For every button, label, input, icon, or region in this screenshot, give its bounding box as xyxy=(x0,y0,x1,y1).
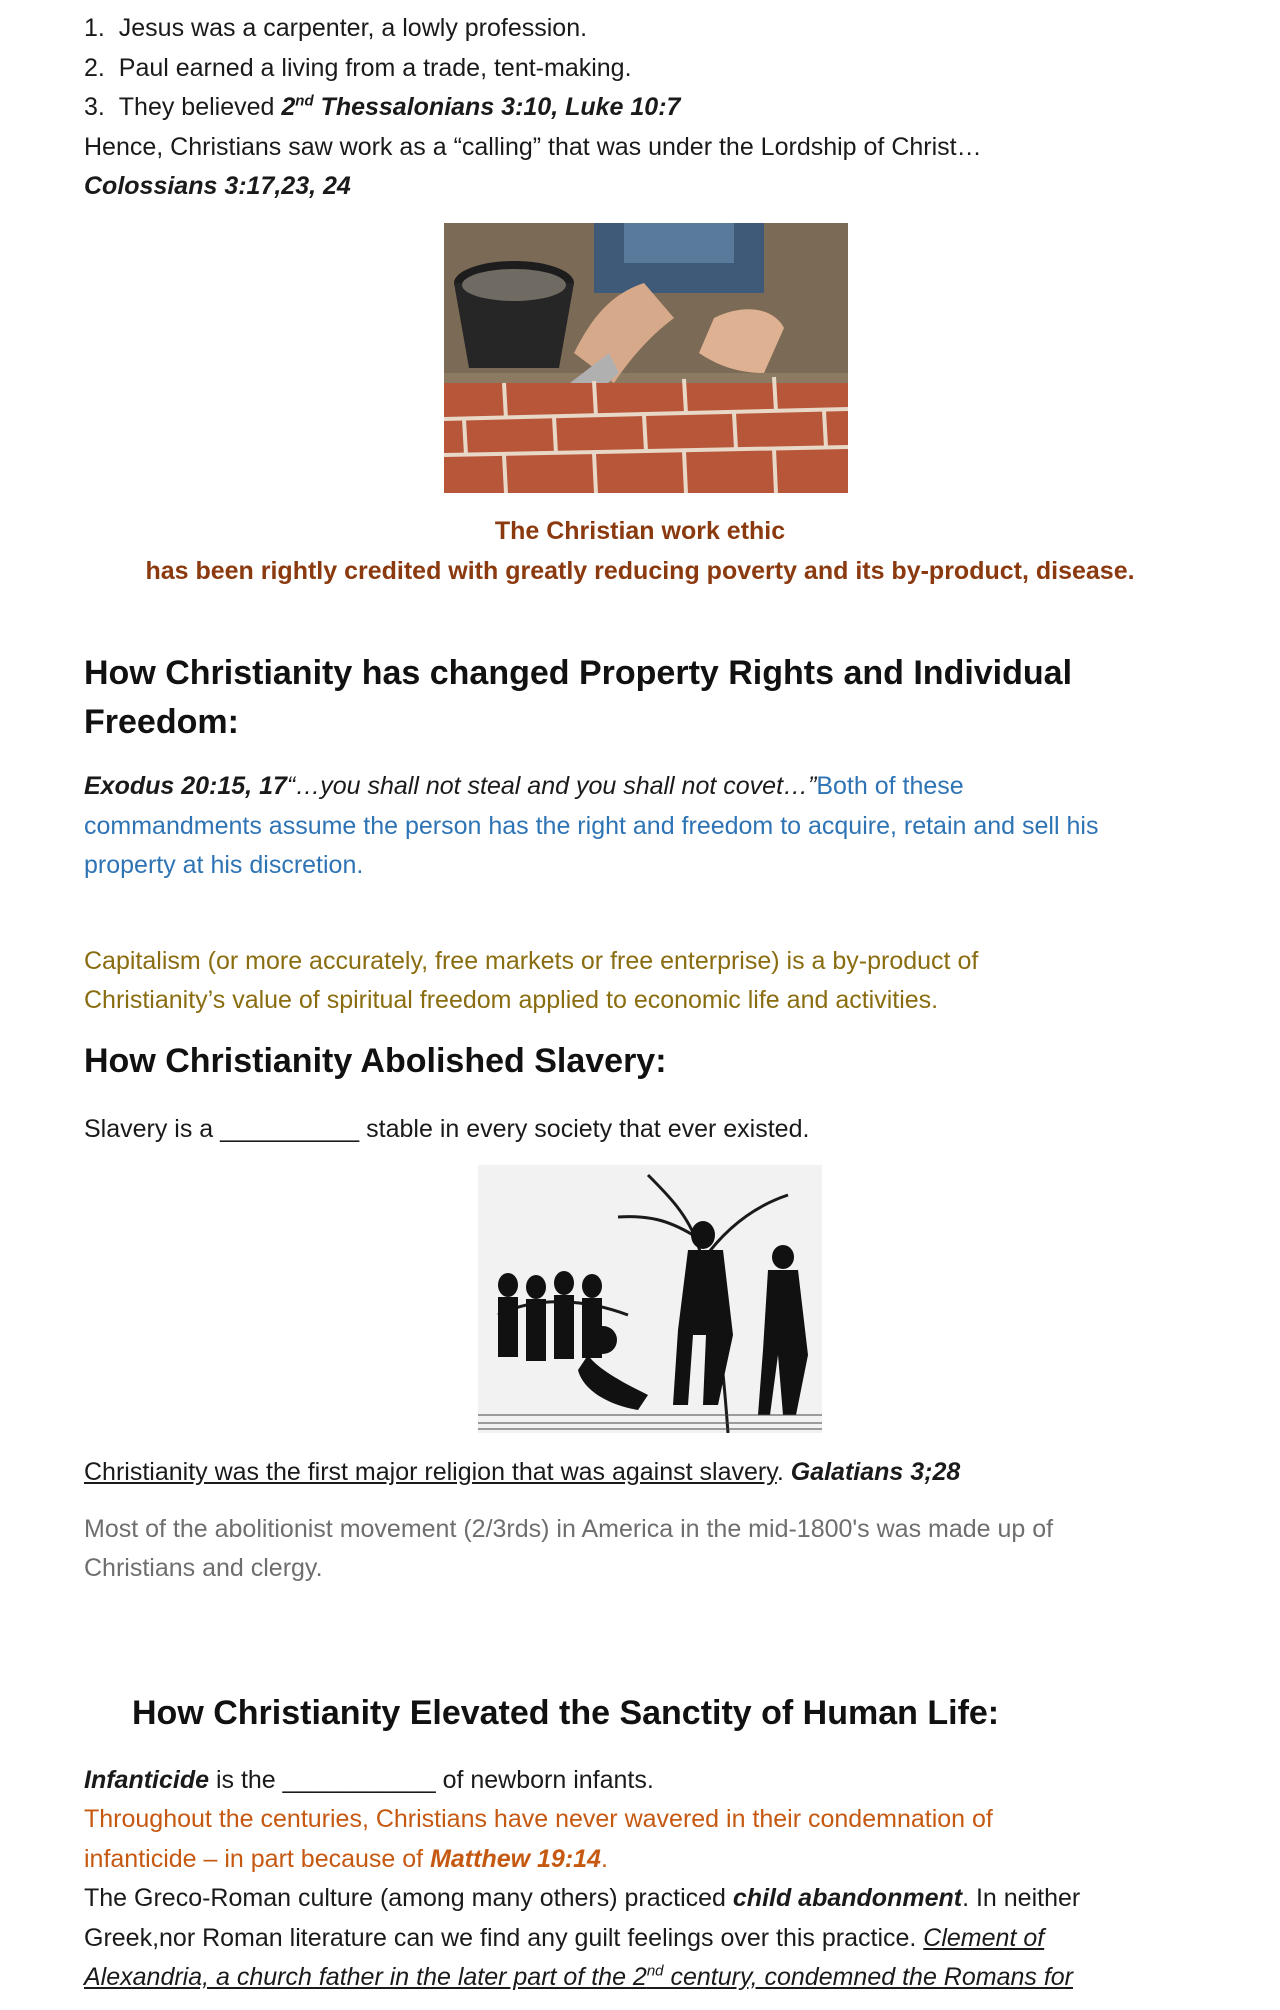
exodus-paragraph: Exodus 20:15, 17“…you shall not steal and you shall not covet…”Both of these xyxy=(84,772,964,800)
greco-roman-line2: Greek,nor Roman literature can we find any guilt feelings over this practice. Clement of xyxy=(84,1924,1045,1952)
bricklaying-photo xyxy=(444,223,848,493)
discretion-text: property at his discretion. xyxy=(84,851,364,879)
work-ethic-subcaption: has been rightly credited with greatly reducing poverty and its by-product, disease. xyxy=(145,557,1135,585)
slavery-woodcut-illustration xyxy=(478,1165,822,1433)
property-heading-line1: How Christianity has changed Property Rights and Individual xyxy=(84,654,1073,692)
list-item-1: 1. Jesus was a carpenter, a lowly profession. xyxy=(84,14,588,42)
calling-text: Hence, Christians saw work as a “calling” that was under the Lordship of Christ… xyxy=(84,133,982,161)
fill-in-blank: __________ xyxy=(220,1115,360,1143)
abolitionist-line2: Christians and clergy. xyxy=(84,1554,323,1582)
capitalism-line2: Christianity’s value of spiritual freedom applied to economic life and activities. xyxy=(84,986,939,1014)
wavered-line2: infanticide – in part because of Matthew 19:14. xyxy=(84,1845,608,1873)
list-item-3: 3. They believed 2nd Thessalonians 3:10, Luke 10:7 xyxy=(84,92,681,121)
exodus-quote: “…you shall not steal and you shall not covet…” xyxy=(286,772,817,800)
capitalism-line1: Capitalism (or more accurately, free markets or free enterprise) is a by-product of xyxy=(84,947,979,975)
clement-line: Alexandria, a church father in the later part of the 2nd century, condemned the Romans for xyxy=(84,1962,1074,1991)
fill-in-blank: ___________ xyxy=(282,1766,436,1794)
wavered-line1: Throughout the centuries, Christians have never wavered in their condemnation of xyxy=(84,1805,993,1833)
slavery-blank-sentence: Slavery is a __________ stable in every society that ever existed. xyxy=(84,1115,810,1143)
first-major-religion: Christianity was the first major religion that was against slavery. Galatians 3;28 xyxy=(84,1458,961,1486)
colossians-ref: Colossians 3:17,23, 24 xyxy=(84,172,351,200)
property-heading-line2: Freedom: xyxy=(84,703,239,741)
greco-roman-line1: The Greco-Roman culture (among many others) practiced child abandonment. In neither xyxy=(84,1884,1081,1912)
sanctity-heading: How Christianity Elevated the Sanctity of Human Life: xyxy=(132,1694,1000,1732)
list-item-2: 2. Paul earned a living from a trade, tent-making. xyxy=(84,54,632,82)
matthew-ref: Matthew 19:14 xyxy=(430,1845,601,1873)
commandments-text: commandments assume the person has the right and freedom to acquire, retain and sell his xyxy=(84,812,1099,840)
work-ethic-caption: The Christian work ethic xyxy=(494,517,786,545)
slavery-heading: How Christianity Abolished Slavery: xyxy=(84,1042,667,1080)
galatians-ref: Galatians 3;28 xyxy=(790,1458,961,1486)
infanticide-sentence: Infanticide is the ___________ of newborn infants. xyxy=(84,1766,654,1794)
exodus-ref: Exodus 20:15, 17 xyxy=(84,772,287,800)
abolitionist-line1: Most of the abolitionist movement (2/3rds) in America in the mid-1800's was made up of xyxy=(84,1515,1054,1543)
